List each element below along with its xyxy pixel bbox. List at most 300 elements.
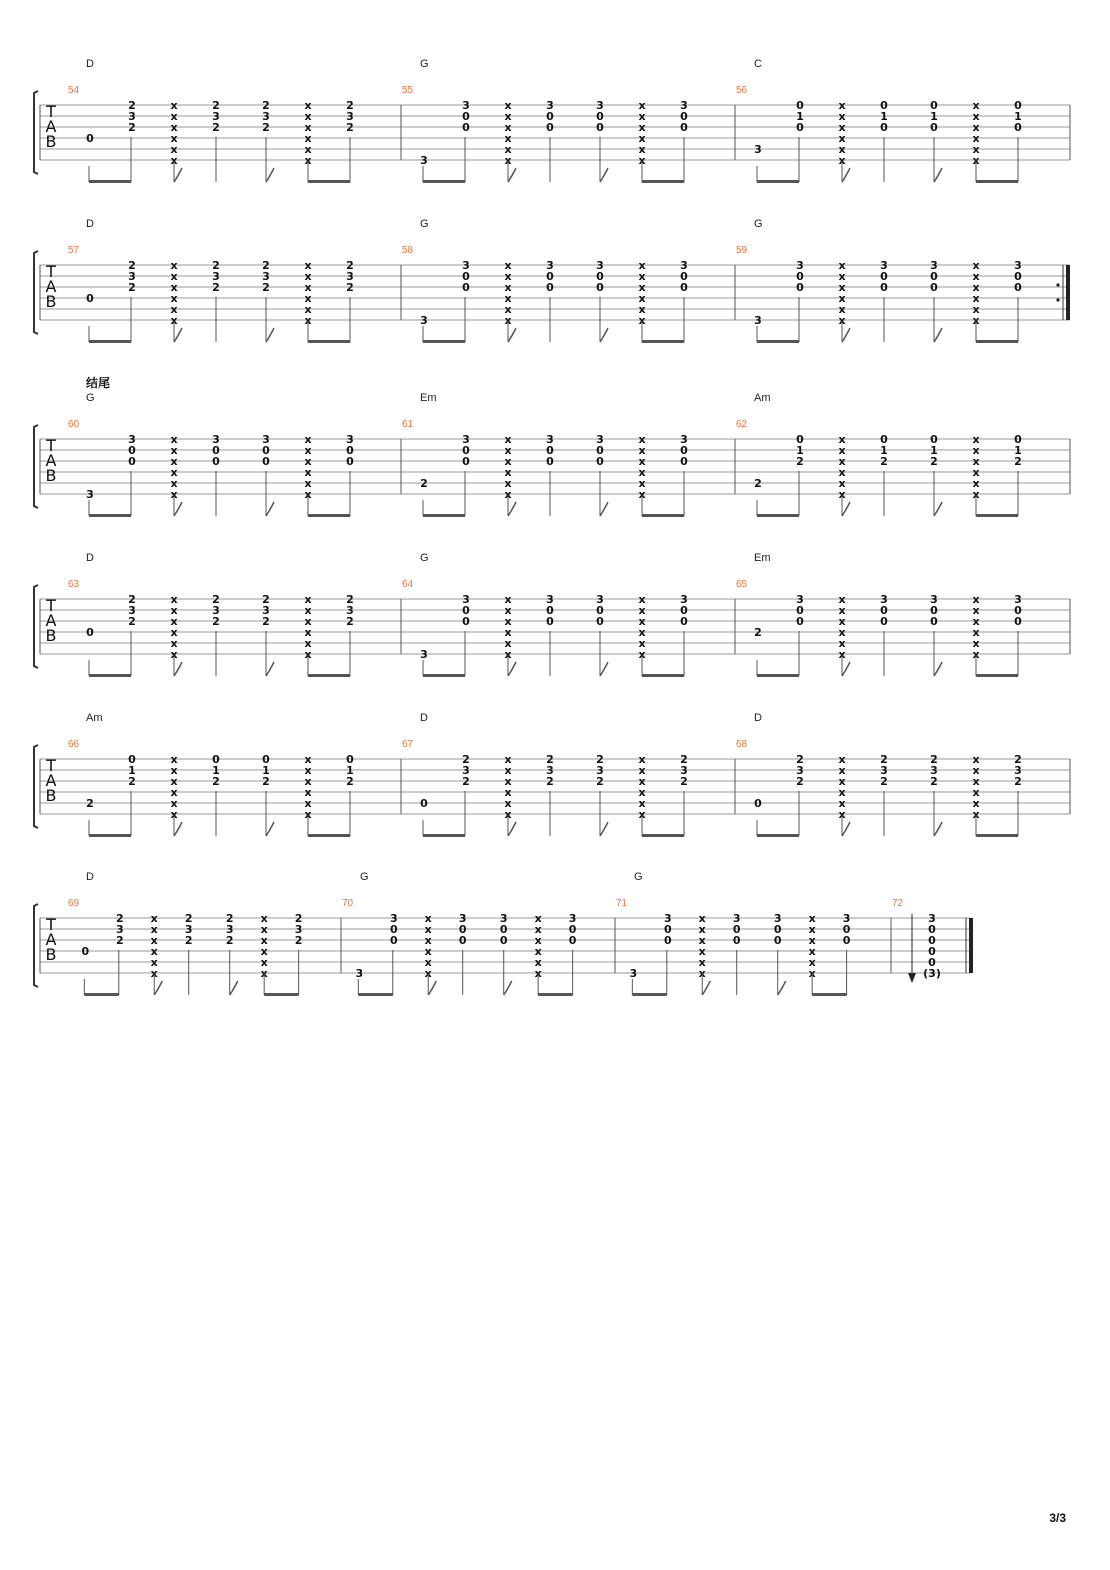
page-number: 3/3 [1049,1511,1066,1525]
fret-number: 0 [928,934,936,947]
tab-clef-letter: A [45,117,57,136]
beam [423,834,465,837]
tab-clef-letter: T [46,915,56,934]
fret-number: 3 [796,764,804,777]
fret-number: 3 [346,110,354,123]
measure-number: 62 [736,419,748,430]
note-flag [934,168,942,182]
system-bracket [34,585,38,668]
mute-x: x [170,99,178,112]
tab-clef-letter: A [45,930,57,949]
mute-x: x [638,303,646,316]
fret-number: 0 [796,270,804,283]
fret-number: 0 [796,121,804,134]
mute-x: x [304,110,312,123]
bass-fret-number: 2 [420,477,428,490]
fret-number: 0 [928,945,936,958]
fret-number: 2 [212,99,220,112]
mute-x: x [638,808,646,821]
fret-number: 0 [930,270,938,283]
fret-number: 0 [773,923,782,936]
fret-number: 0 [596,444,604,457]
fret-number: 0 [663,923,672,936]
fret-number: 0 [212,455,220,468]
mute-x: x [304,270,312,283]
mute-x: x [638,455,646,468]
mute-x: x [304,764,312,777]
fret-number: 0 [880,121,888,134]
mute-x: x [304,433,312,446]
note-flag [508,502,516,516]
fret-number: 2 [346,99,354,112]
mute-x: x [260,967,268,980]
fret-number: (3) [923,967,941,980]
fret-number: 0 [546,270,554,283]
fret-number: 0 [462,444,470,457]
mute-x: x [170,270,178,283]
beam [264,993,298,996]
beam [976,340,1018,343]
mute-x: x [808,923,816,936]
mute-x: x [638,132,646,145]
mute-x: x [534,934,542,947]
tab-clef-letter: A [45,611,57,630]
fret-number: 2 [262,121,270,134]
note-flag [842,662,850,676]
fret-number: 0 [680,444,688,457]
mute-x: x [504,786,512,799]
measure-number: 70 [342,898,354,909]
mute-x: x [170,303,178,316]
note-flag [934,822,942,836]
mute-x: x [838,797,846,810]
fret-number: 2 [212,593,220,606]
note-flag [508,168,516,182]
tab-clef-letter: T [46,596,56,615]
fret-number: 0 [462,455,470,468]
mute-x: x [170,786,178,799]
mute-x: x [150,934,158,947]
fret-number: 0 [596,270,604,283]
fret-number: 2 [346,259,354,272]
fret-number: 3 [930,593,938,606]
mute-x: x [304,488,312,501]
mute-x: x [504,259,512,272]
fret-number: 0 [262,455,270,468]
mute-x: x [638,270,646,283]
chord-name: C [754,58,762,70]
measure-number: 58 [402,245,414,256]
bass-fret-number: 3 [754,314,762,327]
fret-number: 1 [212,764,220,777]
fret-number: 1 [930,110,938,123]
mute-x: x [638,259,646,272]
beam [642,340,684,343]
chord-name: G [420,218,429,230]
mute-x: x [504,444,512,457]
mute-x: x [698,956,706,969]
bass-fret-number: 0 [86,132,94,145]
fret-number: 0 [546,121,554,134]
measure-number: 59 [736,245,748,256]
mute-x: x [150,923,158,936]
measure-number: 65 [736,579,748,590]
fret-number: 2 [212,259,220,272]
fret-number: 0 [596,455,604,468]
fret-number: 0 [546,110,554,123]
tab-clef-letter: A [45,771,57,790]
fret-number: 2 [294,934,303,947]
fret-number: 3 [462,433,470,446]
fret-number: 2 [1014,775,1022,788]
fret-number: 2 [184,912,193,925]
mute-x: x [838,444,846,457]
chord-name: D [86,218,94,230]
measure-number: 64 [402,579,414,590]
fret-number: 3 [346,604,354,617]
tab-clef-letter: B [45,292,57,311]
fret-number: 1 [796,110,804,123]
fret-number: 2 [680,753,688,766]
fret-number: 3 [596,433,604,446]
mute-x: x [170,753,178,766]
mute-x: x [150,956,158,969]
fret-number: 0 [680,121,688,134]
fret-number: 3 [596,593,604,606]
bass-fret-number: 3 [355,967,364,980]
system-bracket [34,251,38,334]
mute-x: x [170,808,178,821]
tab-clef-letter: B [45,626,57,645]
fret-number: 0 [796,604,804,617]
mute-x: x [504,433,512,446]
mute-x: x [972,292,980,305]
tab-clef-letter: T [46,102,56,121]
mute-x: x [638,433,646,446]
fret-number: 0 [1014,121,1022,134]
fret-number: 0 [1014,281,1022,294]
fret-number: 0 [1014,99,1022,112]
fret-number: 2 [880,775,888,788]
fret-number: 1 [796,444,804,457]
mute-x: x [838,292,846,305]
mute-x: x [638,615,646,628]
mute-x: x [838,775,846,788]
mute-x: x [808,912,816,925]
fret-number: 3 [212,604,220,617]
fret-number: 0 [842,923,851,936]
repeat-dot [1056,298,1059,301]
note-flag [266,662,274,676]
mute-x: x [808,945,816,958]
fret-number: 3 [1014,259,1022,272]
mute-x: x [504,303,512,316]
mute-x: x [972,753,980,766]
mute-x: x [504,753,512,766]
mute-x: x [838,604,846,617]
mute-x: x [972,775,980,788]
mute-x: x [150,912,158,925]
mute-x: x [304,797,312,810]
fret-number: 0 [930,615,938,628]
fret-number: 0 [462,110,470,123]
beam [308,340,350,343]
note-flag [174,662,182,676]
beam [89,834,131,837]
fret-number: 0 [880,604,888,617]
mute-x: x [808,956,816,969]
fret-number: 0 [930,99,938,112]
fret-number: 0 [462,604,470,617]
beam [642,674,684,677]
fret-number: 1 [128,764,136,777]
measure-number: 54 [68,85,80,96]
tab-clef-letter: B [45,466,57,485]
mute-x: x [170,604,178,617]
mute-x: x [838,433,846,446]
fret-number: 2 [1014,753,1022,766]
mute-x: x [424,934,432,947]
measure-number: 56 [736,85,748,96]
mute-x: x [170,444,178,457]
mute-x: x [972,121,980,134]
mute-x: x [838,466,846,479]
fret-number: 1 [262,764,270,777]
fret-number: 2 [262,259,270,272]
fret-number: 3 [546,433,554,446]
note-flag [508,662,516,676]
mute-x: x [534,945,542,958]
mute-x: x [534,923,542,936]
mute-x: x [504,121,512,134]
fret-number: 3 [262,604,270,617]
fret-number: 3 [346,433,354,446]
beam [757,180,799,183]
fret-number: 3 [680,433,688,446]
mute-x: x [170,775,178,788]
note-flag [230,981,238,995]
note-flag [934,328,942,342]
mute-x: x [972,154,980,167]
mute-x: x [504,764,512,777]
mute-x: x [698,967,706,980]
fret-number: 3 [389,912,398,925]
bass-fret-number: 0 [754,797,762,810]
beam [976,514,1018,517]
note-flag [174,328,182,342]
fret-number: 3 [128,604,136,617]
fret-number: 0 [546,444,554,457]
mute-x: x [838,455,846,468]
fret-number: 0 [680,455,688,468]
fret-number: 0 [732,934,741,947]
mute-x: x [304,604,312,617]
fret-number: 3 [184,923,193,936]
mute-x: x [638,143,646,156]
note-flag [266,328,274,342]
mute-x: x [304,121,312,134]
mute-x: x [972,764,980,777]
fret-number: 2 [115,912,124,925]
measure-number: 68 [736,739,748,750]
fret-number: 3 [499,912,508,925]
mute-x: x [972,314,980,327]
note-flag [266,822,274,836]
fret-number: 0 [930,604,938,617]
chord-name: D [754,712,762,724]
fret-number: 0 [880,433,888,446]
fret-number: 1 [880,110,888,123]
mute-x: x [304,593,312,606]
beam [976,180,1018,183]
mute-x: x [972,637,980,650]
fret-number: 3 [568,912,577,925]
mute-x: x [304,314,312,327]
note-flag [600,662,608,676]
mute-x: x [838,314,846,327]
mute-x: x [170,637,178,650]
beam [538,993,572,996]
note-flag [600,328,608,342]
mute-x: x [838,270,846,283]
mute-x: x [838,615,846,628]
mute-x: x [170,433,178,446]
fret-number: 3 [225,923,234,936]
mute-x: x [808,934,816,947]
fret-number: 3 [462,764,470,777]
mute-x: x [972,626,980,639]
fret-number: 0 [930,281,938,294]
mute-x: x [504,466,512,479]
mute-x: x [170,466,178,479]
mute-x: x [638,444,646,457]
fret-number: 1 [1014,110,1022,123]
mute-x: x [504,314,512,327]
fret-number: 3 [546,764,554,777]
beam [757,674,799,677]
bass-fret-number: 2 [754,477,762,490]
fret-number: 2 [294,912,303,925]
fret-number: 0 [458,934,467,947]
beam [89,340,131,343]
beam [642,834,684,837]
strum-arrow-head [908,973,916,983]
fret-number: 2 [346,121,354,134]
fret-number: 3 [546,593,554,606]
fret-number: 0 [568,923,577,936]
fret-number: 2 [184,934,193,947]
fret-number: 0 [458,923,467,936]
beam [642,514,684,517]
fret-number: 2 [212,281,220,294]
beam [423,674,465,677]
fret-number: 3 [262,270,270,283]
fret-number: 2 [128,775,136,788]
fret-number: 0 [389,923,398,936]
mute-x: x [534,956,542,969]
mute-x: x [170,648,178,661]
note-flag [508,822,516,836]
mute-x: x [504,488,512,501]
system-bracket [34,91,38,174]
mute-x: x [638,797,646,810]
system-bracket [34,425,38,508]
mute-x: x [972,604,980,617]
mute-x: x [504,281,512,294]
fret-number: 2 [462,753,470,766]
mute-x: x [304,808,312,821]
chord-name: D [86,58,94,70]
mute-x: x [504,797,512,810]
mute-x: x [170,488,178,501]
mute-x: x [424,923,432,936]
note-flag [174,168,182,182]
fret-number: 2 [680,775,688,788]
fret-number: 3 [1014,593,1022,606]
mute-x: x [838,99,846,112]
fret-number: 3 [128,110,136,123]
mute-x: x [170,764,178,777]
mute-x: x [808,967,816,980]
note-flag [842,168,850,182]
mute-x: x [972,99,980,112]
mute-x: x [972,132,980,145]
mute-x: x [638,637,646,650]
mute-x: x [838,648,846,661]
mute-x: x [838,488,846,501]
fret-number: 3 [930,764,938,777]
mute-x: x [972,808,980,821]
fret-number: 1 [1014,444,1022,457]
note-flag [266,168,274,182]
fret-number: 2 [262,615,270,628]
measure-number: 71 [616,898,628,909]
fret-number: 0 [596,615,604,628]
mute-x: x [304,466,312,479]
fret-number: 0 [596,121,604,134]
chord-name: Em [420,392,437,404]
mute-x: x [972,303,980,316]
mute-x: x [504,132,512,145]
mute-x: x [972,466,980,479]
fret-number: 3 [596,259,604,272]
mute-x: x [260,945,268,958]
note-flag [600,822,608,836]
fret-number: 2 [128,593,136,606]
mute-x: x [304,99,312,112]
fret-number: 3 [680,764,688,777]
fret-number: 2 [346,281,354,294]
bass-fret-number: 0 [86,292,94,305]
mute-x: x [838,110,846,123]
beam [423,340,465,343]
fret-number: 0 [880,99,888,112]
fret-number: 2 [212,121,220,134]
fret-number: 2 [212,615,220,628]
fret-number: 3 [128,433,136,446]
mute-x: x [838,259,846,272]
repeat-barline-thick [1066,265,1070,320]
mute-x: x [504,455,512,468]
bass-fret-number: 3 [754,143,762,156]
beam [84,993,118,996]
fret-number: 0 [462,281,470,294]
mute-x: x [304,626,312,639]
chord-name: G [420,552,429,564]
fret-number: 1 [930,444,938,457]
note-flag [842,328,850,342]
fret-number: 0 [462,615,470,628]
